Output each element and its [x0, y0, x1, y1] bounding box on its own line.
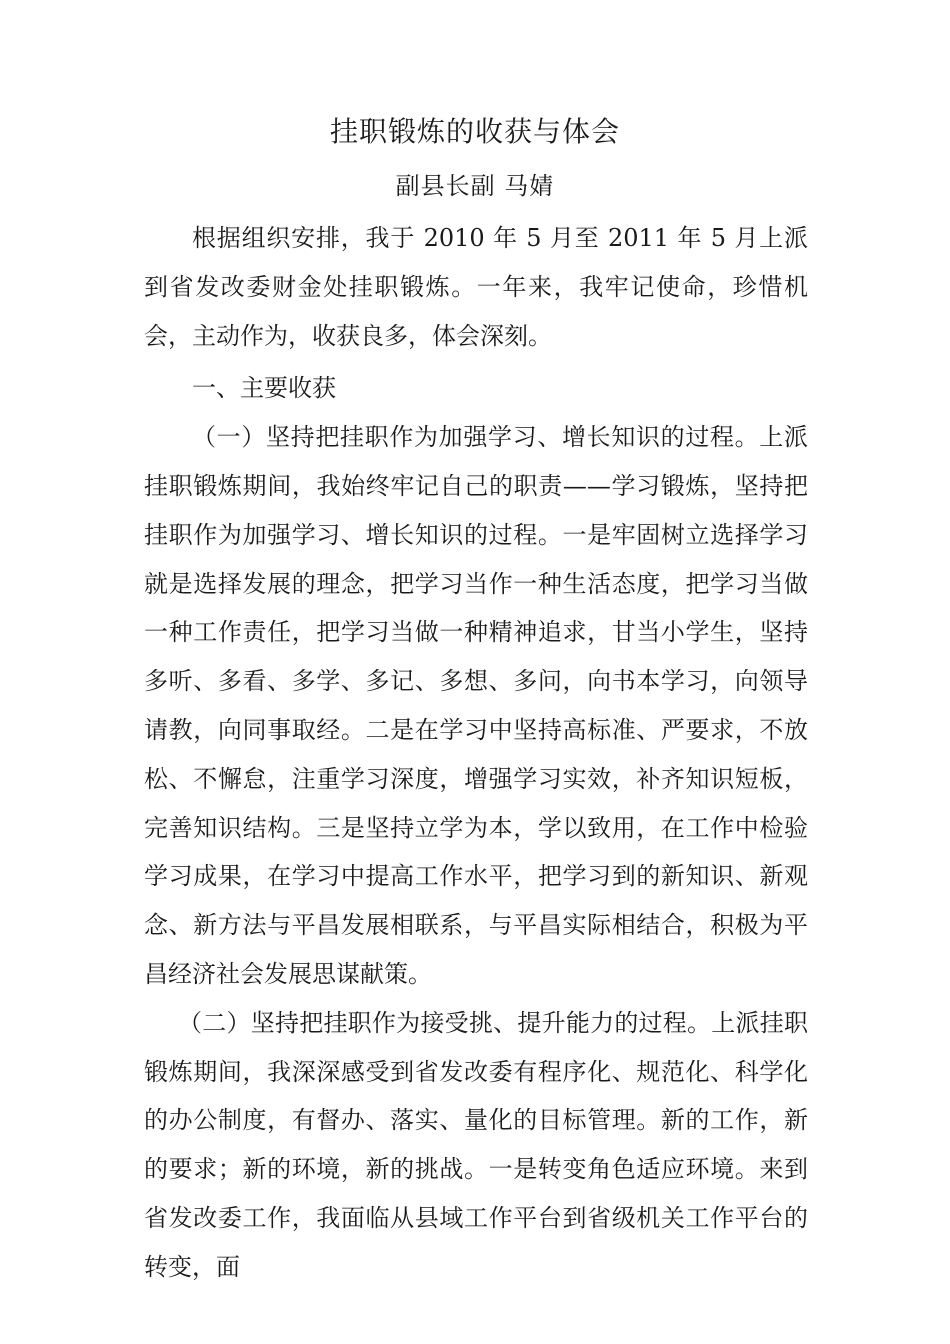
paragraph-gain-1: （一）坚持把挂职作为加强学习、增长知识的过程。上派挂职锻炼期间，我始终牢记自己的职责——学习锻炼，坚持把挂职作为加强学习、增长知识的过程。一是牢固树立选择学习就是选择发展的理念，把学习当作一种生活态度，把学习当做一种工作责任，把学习当做一种精神追求，甘当小学生，坚持多听、多看、多学、多记、多想、多问，向书本学习，向领导请教，向同事取经。二是在学习中坚持高标准、严要求，不放松、不懈怠，注重学习深度，增强学习实效，补齐知识短板，完善知识结构。三是坚持立学为本，学以致用，在工作中检验学习成果，在学习中提高工作水平，把学习到的新知识、新观念、新方法与平昌发展相联系，与平昌实际相结合，积极为平昌经济社会发展思谋献策。 — [144, 423, 808, 988]
paragraph-intro: 根据组织安排，我于 2010 年 5 月至 2011 年 5 月上派到省发改委财金处挂职锻炼。一年来，我牢记使命，珍惜机会，主动作为，收获良多，体会深刻。 — [144, 224, 808, 350]
document-title: 挂职锻炼的收获与体会 — [329, 115, 620, 148]
paragraph-gain-2: （二）坚持把挂职作为接受挑、提升能力的过程。上派挂职锻炼期间，我深深感受到省发改委有程序化、规范化、科学化的办公制度，有督办、落实、量化的目标管理。新的工作，新的要求；新的环境，新的挑战。一是转变角色适应环境。来到省发改委工作，我面临从县域工作平台到省级机关工作平台的转变，面 — [144, 1008, 808, 1281]
document-author: 副县长副 马婧 — [395, 172, 555, 200]
document-body — [144, 214, 808, 1292]
section-heading-main-gains: 一、主要收获 — [192, 374, 336, 403]
